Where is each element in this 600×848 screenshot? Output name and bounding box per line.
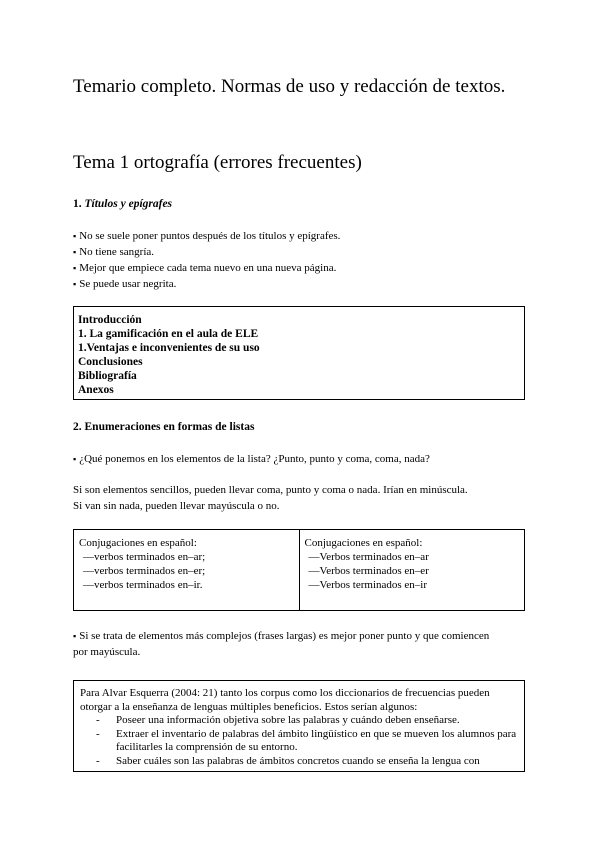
conjugation-item: —Verbos terminados en–ar (308, 551, 429, 563)
quote-intro: Para Alvar Esquerra (2004: 21) tanto los corpus como los diccionarios de frecuencias pueden otorgar a la enseñanza de lenguas múltiples beneficios. Estos serían algunos: (80, 687, 490, 713)
toc-entry: 1.Ventajas e inconvenientes de su uso (78, 342, 260, 354)
simple-elements-paragraph: Si son elementos sencillos, pueden llevar coma, punto y coma o nada. Irían en minúscula. Si van sin nada, pueden llevar mayúscula o no. (73, 484, 468, 512)
question-text: ¿Qué ponemos en los elementos de la lista? ¿Punto, punto y coma, coma, nada? (79, 453, 430, 465)
section-1-title: Títulos y epígrafes (84, 198, 173, 210)
toc-entry: Conclusiones (78, 356, 143, 368)
section-1-heading (73, 197, 172, 211)
conjugation-item: —Verbos terminados en–er (308, 565, 429, 577)
quote-list-item (80, 755, 518, 769)
quote-list (80, 714, 518, 768)
toc-entry: Bibliografía (78, 370, 137, 382)
quote-list-item (80, 728, 518, 755)
conjugation-column-right (299, 530, 525, 610)
conjugation-column-left (74, 530, 299, 610)
quote-list-item (80, 714, 518, 728)
toc-entry: Anexos (78, 384, 114, 396)
section-2-heading: 2. Enumeraciones en formas de listas (73, 421, 255, 433)
section-1-number: 1. (73, 198, 82, 210)
bullet-item: ▪ No se suele poner puntos después de los títulos y epígrafes. (73, 228, 340, 244)
toc-example-box (73, 306, 525, 400)
bullet-item: ▪ Se puede usar negrita. (73, 276, 340, 292)
conjugation-table (73, 529, 525, 611)
complex-elements-text: Si se trata de elementos más complejos (frases largas) es mejor poner punto y que comiencen por mayúscula. (73, 630, 490, 658)
document-title: Temario completo. Normas de uso y redacción de textos. (73, 76, 506, 97)
topic-title: Tema 1 ortografía (errores frecuentes) (73, 152, 362, 173)
section-1-bullet-list (73, 228, 340, 292)
conjugation-item: —verbos terminados en–er; (83, 565, 206, 577)
conjugation-header: Conjugaciones en español: (79, 537, 197, 549)
quote-item-text: Extraer el inventario de palabras del ámbito lingüístico en que se mueven los alumnos para facilitarles la comprensión de su entorno. (116, 727, 517, 753)
conjugation-header: Conjugaciones en español: (304, 537, 423, 549)
quote-example-box (73, 680, 525, 772)
bullet-item: ▪ Mejor que empiece cada tema nuevo en una nueva página. (73, 260, 340, 276)
toc-entry: Introducción (78, 314, 142, 326)
conjugation-item: —verbos terminados en–ir. (83, 579, 203, 591)
quote-item-text: Poseer una información objetiva sobre las palabras y cuándo deben enseñarse. (116, 714, 460, 726)
dash-marker: - (96, 754, 100, 767)
conjugation-item: —verbos terminados en–ar; (83, 551, 206, 563)
complex-elements-paragraph (73, 628, 493, 660)
quote-item-text: Saber cuáles son las palabras de ámbitos concretos cuando se enseña la lengua con (116, 754, 480, 767)
conjugation-item: —Verbos terminados en–ir (308, 579, 428, 591)
toc-entry: 1. La gamificación en el aula de ELE (78, 328, 259, 340)
question-paragraph (73, 451, 430, 467)
dash-marker: - (96, 714, 100, 726)
dash-marker: - (96, 727, 100, 740)
bullet-item: ▪ No tiene sangría. (73, 244, 340, 260)
